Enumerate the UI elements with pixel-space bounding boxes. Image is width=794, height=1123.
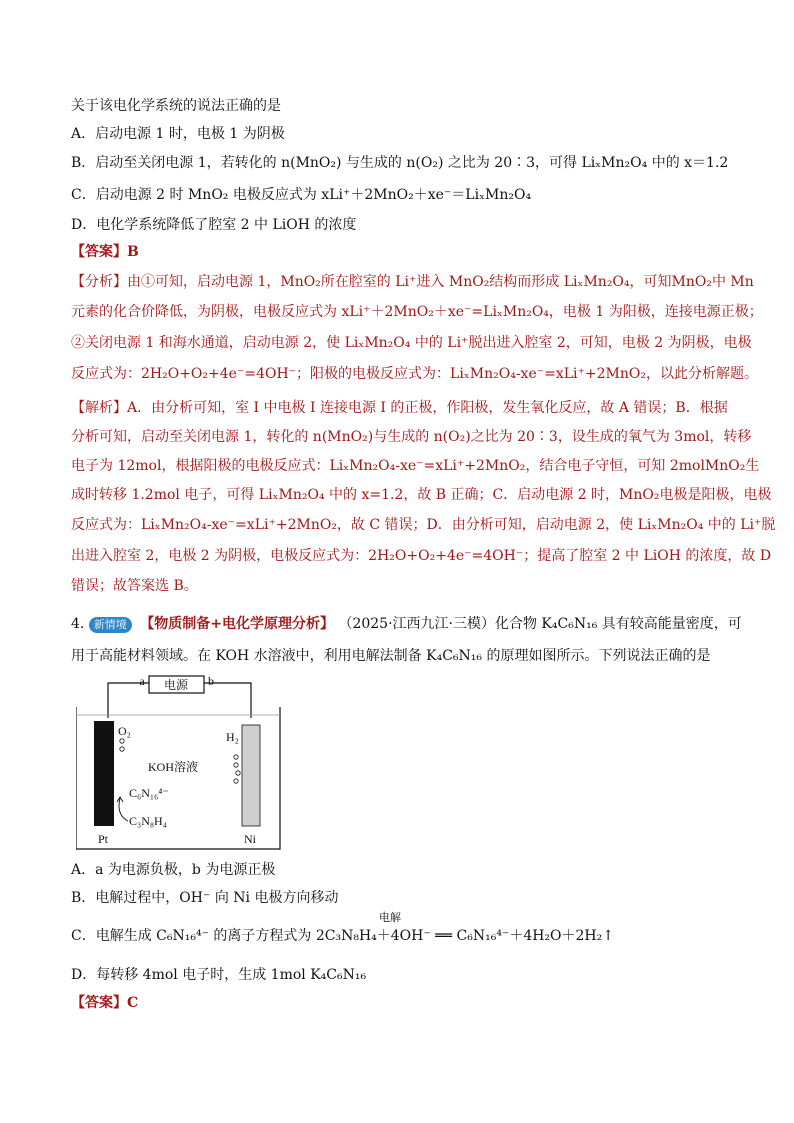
q4-answer: 【答案】C [71, 995, 139, 1011]
question-topic: 【物质制备+电化学原理分析】 [140, 616, 334, 632]
o2-label: O₂ [118, 724, 131, 738]
explanation-line-4: 成时转移 1.2mol 电子，可得 LiₓMn₂O₄ 中的 x=1.2，故 B 正确；C．启动电源 2 时，MnO₂电极是阳极，电极 [71, 487, 772, 503]
power-source-label: 电源 [163, 678, 189, 692]
question-4-text: 用于高能材料领域。在 KOH 水溶液中，利用电解法制备 K₄C₆N₁₆ 的原理如图所示。下列说法正确的是 [71, 648, 711, 664]
document-page: 关于该电化学系统的说法正确的是 A．启动电源 1 时，电极 1 为阴极 B．启动至关闭电源 1，若转化的 n(MnO₂) 与生成的 n(O₂) 之比为 20∶3，可得 LiₓMn₂O₄ 中的 x＝1.2 C．启动电源 2 时 MnO₂ 电极反应式为 xLi⁺＋2MnO₂＋xe⁻＝LiₓMn₂O₄ D．电化学系统降低了腔室 2 中 LiOH 的浓度 【答案】B 【分析】由①可知，启动电源 1，MnO₂所在腔室的 Li⁺进入 MnO₂结构而形成 LiₓMn₂O₄，可知MnO₂中 Mn 元素的化合价降低，为阴极，电极反应式为 xLi⁺＋2MnO₂＋xe⁻=LiₓMn₂O₄，电极 1 为阳极，连接电源正极； ②关闭电源 1 和海水通道，启动电源 2，使 LiₓMn₂O₄ 中的 Li⁺脱出进入腔室 2，可知，电极 2 为阴极，电极 反应式为：2H₂O+O₂+4e⁻=4OH⁻；阳极的电极反应式为：LiₓMn₂O₄-xe⁻=xLi⁺+2MnO₂，以此分析解题。 【解析】A．由分析可知，室 I 中电极 I 连接电源 I 的正极，作阳极，发生氧化反应，故 A 错误；B．根据 分析可知，启动至关闭电源 1，转化的 n(MnO₂)与生成的 n(O₂)之比为 20∶3，设生成的氧气为 3mol，转移 电子为 12mol，根据阳极的电极反应式：LiₓMn₂O₄-xe⁻=xLi⁺+2MnO₂，结合电子守恒，可知 2molMnO₂生 成时转移 1.2mol 电子，可得 LiₓMn₂O₄ 中的 x=1.2，故 B 正确；C．启动电源 2 时，MnO₂电极是阳极，电极 反应式为：LiₓMn₂O₄-xe⁻=xLi⁺+2MnO₂，故 C 错误；D．由分析可知，启动电源 2，使 LiₓMn₂O₄ 中的 Li⁺脱 出进入腔室 2，电极 2 为阴极，电极反应式为：2H₂O+O₂+4e⁻=4OH⁻；提高了腔室 2 中 LiOH 的浓度，故 D 错误；故答案选 B。 4. 新情境 【物质制备+电化学原理分析】 （2025·江西九江·三模）化合物 K₄C₆N₁₆ 具有较高能量密度，可 用于高能材料领域。在 KOH 水溶液中，利用电解法制备 K₄C₆N₁₆ 的原理如图所示。下列说法正确的是 电源 a b O₂ H₂ KOH溶液 C₆N₁₆⁴⁻ C₃N₈H₄ Pt Ni A．a 为电源负极，b 为电源正极 B．电解过程中，OH⁻ 向 Ni 电极方向移动 电解 C．电解生成 C₆N₁₆⁴⁻ 的离子方程式为 2C₃N₈H₄＋4OH⁻ ══ C₆N₁₆⁴⁻＋4H₂O＋2H₂↑ D．每转移 4mol 电子时，生成 1mol K₄C₆N₁₆ 【答案】C [71, 98, 776, 1011]
option-d: D．电化学系统降低了腔室 2 中 LiOH 的浓度 [71, 217, 357, 233]
pt-electrode [94, 721, 114, 826]
ni-label: Ni [244, 832, 256, 846]
koh-solution-label: KOH溶液 [148, 760, 198, 774]
h2-label: H₂ [226, 730, 239, 744]
explanation-line-3: 电子为 12mol，根据阳极的电极反应式：LiₓMn₂O₄-xe⁻=xLi⁺+2MnO₂，结合电子守恒，可知 2molMnO₂生 [71, 458, 760, 474]
question-number: 4. [71, 616, 85, 632]
terminal-a-label: a [139, 674, 145, 688]
analysis-line-3: ②关闭电源 1 和海水通道，启动电源 2，使 LiₓMn₂O₄ 中的 Li⁺脱出进入腔室 2，可知，电极 2 为阴极，电极 [71, 335, 752, 351]
q4-option-b: B．电解过程中，OH⁻ 向 Ni 电极方向移动 [71, 890, 339, 906]
question-stem: 关于该电化学系统的说法正确的是 [71, 98, 281, 114]
electrolysis-cell-svg [76, 673, 281, 853]
question-4-header [71, 614, 742, 634]
analysis-line-1: 【分析】由①可知，启动电源 1，MnO₂所在腔室的 Li⁺进入 MnO₂结构而形成 LiₓMn₂O₄，可知MnO₂中 Mn [71, 274, 754, 290]
answer-label: 【答案】B [71, 244, 139, 260]
explanation-line-2: 分析可知，启动至关闭电源 1，转化的 n(MnO₂)与生成的 n(O₂)之比为 20∶3，设生成的氧气为 3mol，转移 [71, 429, 752, 445]
explanation-line-6: 出进入腔室 2，电极 2 为阴极，电极反应式为：2H₂O+O₂+4e⁻=4OH⁻；提高了腔室 2 中 LiOH 的浓度，故 D [71, 548, 772, 564]
option-c: C．启动电源 2 时 MnO₂ 电极反应式为 xLi⁺＋2MnO₂＋xe⁻＝LiₓMn₂O₄ [71, 187, 532, 203]
terminal-b-label: b [208, 674, 214, 688]
new-context-badge: 新情境 [89, 617, 132, 633]
analysis-line-4: 反应式为：2H₂O+O₂+4e⁻=4OH⁻；阳极的电极反应式为：LiₓMn₂O₄-xe⁻=xLi⁺+2MnO₂，以此分析解题。 [71, 366, 758, 382]
q4-option-a: A．a 为电源负极，b 为电源正极 [71, 862, 276, 878]
explanation-line-7: 错误；故答案选 B。 [71, 578, 198, 594]
q4-option-d: D．每转移 4mol 电子时，生成 1mol K₄C₆N₁₆ [71, 967, 367, 983]
ni-electrode [242, 725, 260, 826]
analysis-line-2: 元素的化合价降低，为阴极，电极反应式为 xLi⁺＋2MnO₂＋xe⁻=LiₓMn₂O₄，电极 1 为阳极，连接电源正极； [71, 304, 763, 320]
anion-label: C₆N₁₆⁴⁻ [129, 786, 169, 800]
option-b: B．启动至关闭电源 1，若转化的 n(MnO₂) 与生成的 n(O₂) 之比为 20∶3，可得 LiₓMn₂O₄ 中的 x＝1.2 [71, 155, 729, 171]
reactant-label: C₃N₈H₄ [129, 814, 167, 828]
explanation-line-1: 【解析】A．由分析可知，室 I 中电极 I 连接电源 I 的正极，作阳极，发生氧化反应，故 A 错误；B．根据 [71, 400, 728, 416]
q4-option-c: C．电解生成 C₆N₁₆⁴⁻ 的离子方程式为 2C₃N₈H₄＋4OH⁻ ══ C₆N₁₆⁴⁻＋4H₂O＋2H₂↑ [71, 928, 614, 944]
explanation-line-5: 反应式为：LiₓMn₂O₄-xe⁻=xLi⁺+2MnO₂，故 C 错误；D．由分析可知，启动电源 2，使 LiₓMn₂O₄ 中的 Li⁺脱 [71, 517, 776, 533]
question-source: （2025·江西九江·三模）化合物 K₄C₆N₁₆ 具有较高能量密度，可 [338, 616, 742, 632]
option-a: A．启动电源 1 时，电极 1 为阴极 [71, 126, 285, 142]
pt-label: Pt [98, 832, 109, 846]
electrolysis-diagram [76, 673, 281, 853]
